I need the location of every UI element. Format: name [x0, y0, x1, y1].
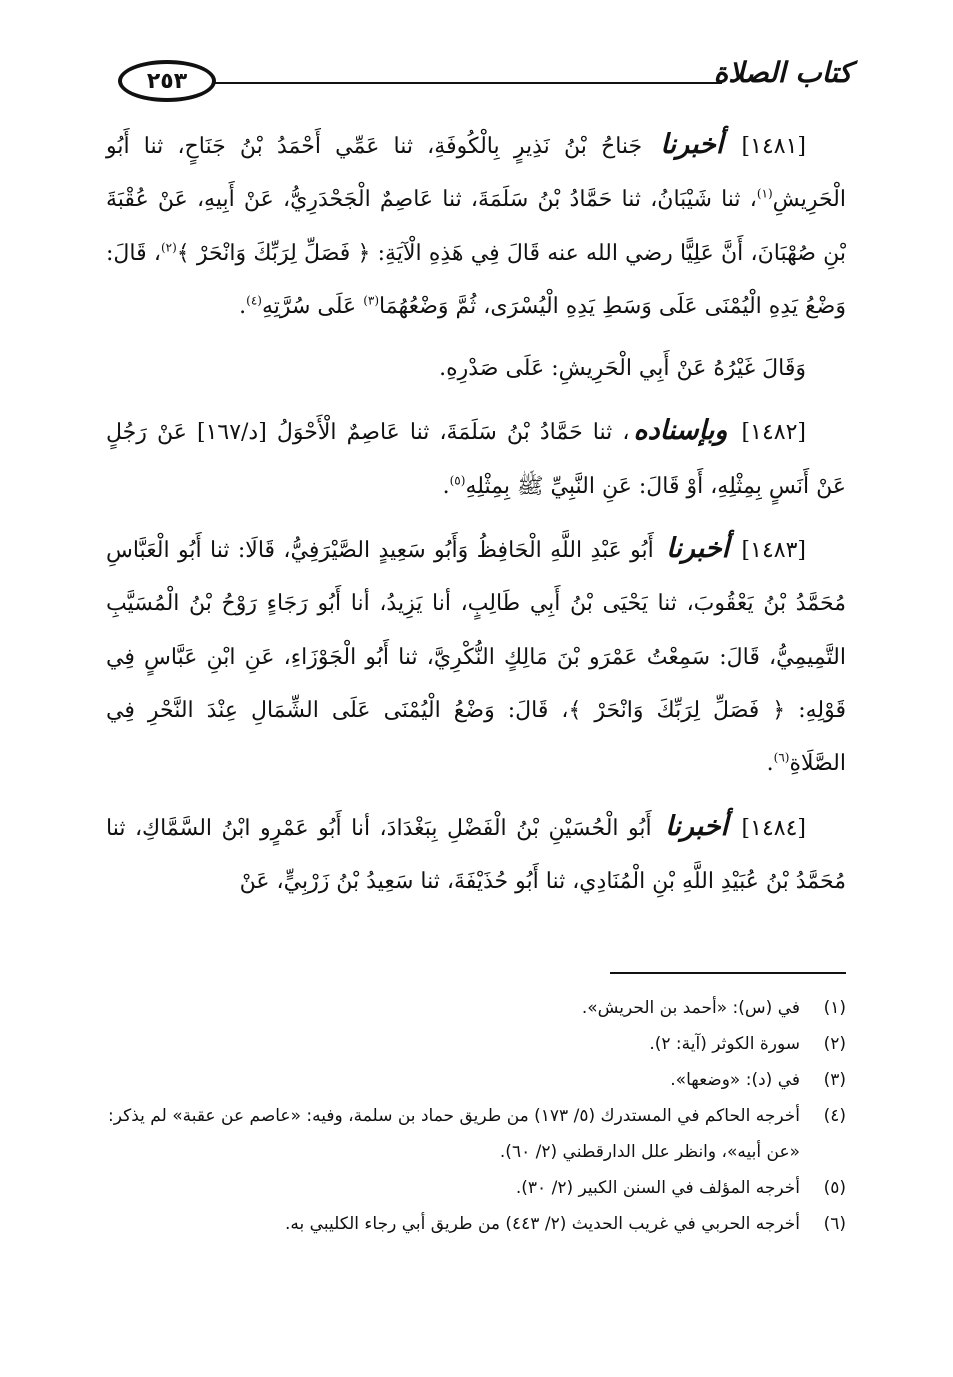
hadith-lead: أخبرنا: [665, 810, 729, 842]
footnote-item: [108, 1206, 846, 1242]
hadith-text: جَناحُ بْنُ نَذِيرٍ بِالْكُوفَةِ، ثنا عَمِّي أَحْمَدُ بْنُ جَنَاحٍ، ثنا أَبُو الْحَرِيشِ: [106, 134, 846, 213]
footnote-number: (١): [823, 998, 846, 1018]
chapter-title: كتاب الصلاة: [713, 56, 852, 89]
footnote-item: [108, 1170, 846, 1206]
hadith-1483: [106, 522, 846, 790]
footnote-marker: (٦): [773, 750, 790, 765]
footnote-marker: (٥): [449, 473, 466, 488]
footnote-item: [108, 1098, 846, 1170]
page-number-text: ٢٥٣: [146, 68, 188, 94]
hadith-text: .: [442, 473, 450, 499]
hadith-text: أَبُو عَبْدِ اللَّهِ الْحَافِظُ وَأَبُو سَعِيدٍ الصَّيْرَفِيُّ، قَالَا: ثنا أَبُو الْعَبَّاسِ مُحَمَّدُ بْنُ يَعْقُوبَ، ثنا يَحْيَى بْنُ أَبِي طَالِبٍ، أنا يَزِيدُ، أنا أَبُو رَجَاءٍ رَوْحُ بْنُ الْمُسَيَّبِ التَّمِيمِيُّ، قَالَ: سَمِعْتُ عَمْرَو بْنَ مَالِكٍ النُّكْرِيَّ، ثنا أَبُو الْجَوْزَاءِ، عَنِ ابْنِ عَبَّاسٍ فِي قَوْلِهِ: ﴿ فَصَلِّ لِرَبِّكَ وَانْحَرْ ﴾، قَالَ: وَضْعُ الْيُمْنَى عَلَى الشِّمَالِ عِنْدَ النَّحْرِ فِي الصَّلَاةِ: [106, 538, 846, 777]
hadith-number: [١٤٨١]: [741, 134, 806, 159]
footnote-number: (٢): [823, 1034, 846, 1054]
footnote-text: أخرجه الحربي في غريب الحديث (٢/ ٤٤٣) من طريق أبي رجاء الكليبي به.: [285, 1214, 800, 1234]
hadith-text: أَبُو الْحُسَيْنِ بْنُ الْفَضْلِ بِبَغْدَادَ، أنا أَبُو عَمْرٍو ابْنُ السَّمَّاكِ، ثنا مُحَمَّدُ بْنُ عُبَيْدِ اللَّهِ بْنِ الْمُنَادِي، ثنا أَبُو حُذَيْفَةَ، ثنا سَعِيدُ بْنُ زَرْبِيٍّ، عَنْ: [106, 815, 846, 894]
hadith-lead: أخبرنا: [660, 129, 724, 160]
footnote-separator: [610, 972, 846, 974]
footnote-marker: (١): [756, 186, 773, 201]
hadith-text: عَلَى سُرَّتِهِ: [261, 293, 364, 319]
footnote-marker: (٤): [246, 293, 262, 308]
footnote-text: سورة الكوثر (آية: ٢).: [649, 1034, 800, 1054]
footnote-number: (٥): [823, 1178, 846, 1198]
footnote-marker: (٢): [160, 240, 177, 255]
page-number: [118, 60, 216, 102]
hadith-text: .: [239, 293, 247, 319]
hadith-1484: [106, 800, 846, 909]
hadith-text: ، ثنا شَيْبَانُ، ثنا حَمَّادُ بْنُ سَلَمَةَ، ثنا عَاصِمٌ الْجَحْدَرِيُّ، عَنْ أَبِيهِ، عَنْ عُقْبَةَ بْنِ صُهْبَانَ، أَنَّ عَلِيًّا رضي الله عنه قَالَ فِي هَذِهِ الْآيَةِ: ﴿ فَصَلِّ لِرَبِّكَ وَانْحَرْ ﴾: [106, 187, 846, 266]
hadith-1481: [106, 118, 846, 333]
footnote-text: أخرجه المؤلف في السنن الكبير (٢/ ٣٠).: [515, 1178, 800, 1198]
hadith-text: ، قَالَ: وَضْعُ يَدِهِ الْيُمْنَى عَلَى وَسَطِ يَدِهِ الْيُسْرَى، ثُمَّ وَضْعُهُمَا: [106, 240, 846, 319]
hadith-number: [١٤٨٢]: [741, 420, 806, 446]
footnote-text: أخرجه الحاكم في المستدرك (٥/ ١٧٣) من طريق حماد بن سلمة، وفيه: «عاصم عن عقبة» لم يذكر: «عن أبيه»، وانظر علل الدارقطني (٢/ ٦٠).: [108, 1106, 800, 1162]
header-rule: [213, 82, 722, 84]
hadith-text: ، ثنا حَمَّادُ بْنُ سَلَمَةَ، ثنا عَاصِمٌ الْأَحْوَلُ [د/١٦٧] عَنْ رَجُلٍ عَنْ أَنَسٍ بِمِثْلِهِ، أَوْ قَالَ: عَنِ النَّبِيِّ ﷺ بِمِثْلِهِ: [106, 420, 846, 499]
footnote-text: في (س): «أحمد بن الحريش».: [581, 998, 800, 1018]
hadith-lead: وبإسناده: [633, 415, 728, 447]
hadith-note: [106, 342, 846, 395]
page-header: [100, 48, 852, 104]
hadith-1482: [106, 404, 846, 513]
hadith-number: [١٤٨٣]: [741, 538, 806, 564]
main-text: [106, 118, 846, 917]
footnote-marker: (٣): [363, 293, 380, 308]
footnote-number: (٦): [823, 1214, 846, 1234]
hadith-text: .: [766, 751, 774, 777]
hadith-lead: أخبرنا: [666, 533, 730, 565]
footnote-number: (٣): [823, 1070, 846, 1090]
footnote-number: (٤): [823, 1106, 846, 1126]
footnote-item: [108, 990, 846, 1026]
footnote-text: في (د): «وضعها».: [670, 1070, 800, 1090]
footnote-item: [108, 1026, 846, 1062]
hadith-text: وَقَالَ غَيْرُهُ عَنْ أَبِي الْحَرِيشِ: عَلَى صَدْرِهِ.: [439, 356, 806, 382]
footnotes: [108, 990, 846, 1242]
footnote-item: [108, 1062, 846, 1098]
hadith-number: [١٤٨٤]: [741, 815, 806, 841]
